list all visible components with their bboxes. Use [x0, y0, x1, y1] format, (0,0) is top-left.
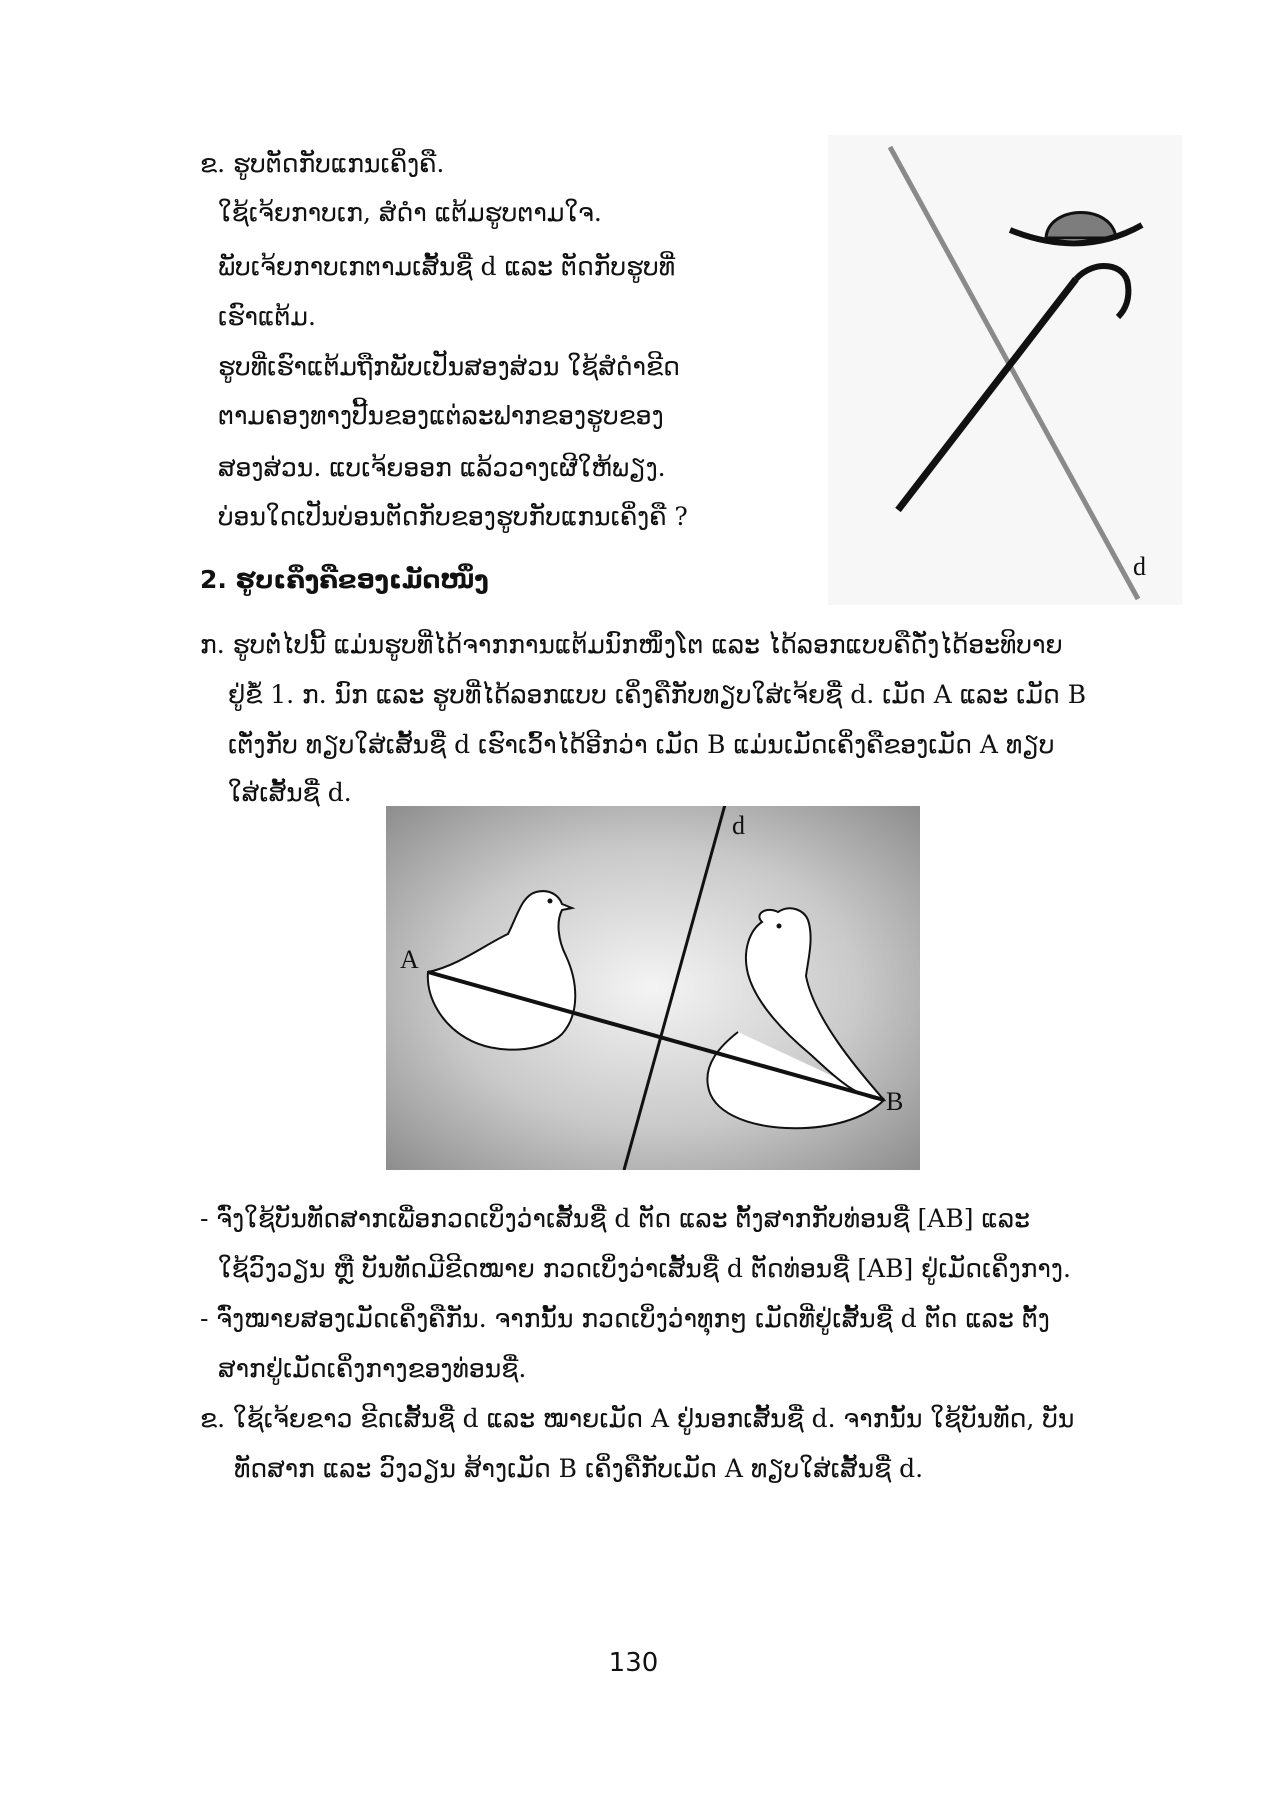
paragraph-line: ຢູ່ຂໍ້ 1. ກ. ນົກ ແລະ ຮູບທີ່ໄດ້ລອກແບບ ເຄິ່ງຄືກັບທຽບໃສ່ເຈ້ຍຊື່ d. ເມັດ A ແລະ ເມັດ B [228, 680, 1087, 709]
hat-cane-illustration [828, 135, 1182, 605]
paragraph-line: ກ. ຮູບຕໍ່ໄປນີ້ ແມ່ນຮູບທີ່ໄດ້ຈາກການແຕ້ມນົກໜຶ່ງໂຕ ແລະ ໄດ້ລອກແບບຄືດັ່ງໄດ້ອະທິບາຍ [200, 630, 1063, 659]
activity-line: ໃຊ້ເຈ້ຍກາບເກ, ສໍດໍາ ແຕ້ມຮູບຕາມໃຈ. [218, 198, 602, 227]
birds-illustration [386, 806, 920, 1170]
instruction-line: ຂ. ໃຊ້ເຈ້ຍຂາວ ຂີດເສັ້ນຊື່ d ແລະ ໝາຍເມັດ A ຢູ່ນອກເສັ້ນຊື່ d. ຈາກນັ້ນ ໃຊ້ບັນທັດ, ບັນ [200, 1404, 1075, 1433]
activity-line: ຮູບທີ່ເຮົາແຕ້ມຖືກພັບເປັນສອງສ່ວນ ໃຊ້ສໍດໍາຂີດ [218, 352, 680, 381]
axis-label-d: d [732, 811, 745, 840]
instruction-line: ໃຊ້ວົງວຽນ ຫຼື ບັນທັດມີຂີດໝາຍ ກວດເບິ່ງວ່າເສັ້ນຊື່ d ຕັດທ່ອນຊື່ [AB] ຢູ່ເມັດເຄິ່ງກາງ. [218, 1254, 1071, 1283]
point-b-label: B [886, 1087, 904, 1116]
activity-heading: ຂ. ຮູບຕັດກັບແກນເຄິ່ງຄື. [200, 149, 445, 178]
instruction-line: ສາກຢູ່ເມັດເຄິ່ງກາງຂອງທ່ອນຊື່. [218, 1354, 527, 1383]
point-a-label: A [400, 945, 419, 974]
paragraph-line: ເຕັ່ງກັບ ທຽບໃສ່ເສັ້ນຊື່ d ເຮົາເວົ້າໄດ້ອີກວ່າ ເມັດ B ແມ່ນເມັດເຄິ່ງຄືຂອງເມັດ A ທຽບ [228, 730, 1055, 759]
activity-line: ເຮົາແຕ້ມ. [218, 302, 316, 331]
figure-hat-cane [828, 135, 1182, 605]
page-number: 130 [608, 1648, 659, 1678]
instruction-line: - ຈົ່ງໃຊ້ບັນທັດສາກເພື່ອກວດເບິ່ງວ່າເສັ້ນຊື່ d ຕັດ ແລະ ຕັ້ງສາກກັບທ່ອນຊື່ [AB] ແລະ [200, 1204, 1030, 1233]
section-title: 2. ຮູບເຄິ່ງຄືຂອງເມັດໜຶ່ງ [200, 565, 489, 594]
figure-birds [386, 806, 920, 1170]
instruction-line: - ຈົ່ງໝາຍສອງເມັດເຄິ່ງຄືກັນ. ຈາກນັ້ນ ກວດເບິ່ງວ່າທຸກໆ ເມັດທີ່ຢູ່ເສັ້ນຊື່ d ຕັດ ແລະ ຕັ້ງ [200, 1304, 1050, 1333]
activity-line: ພັບເຈ້ຍກາບເກຕາມເສັ້ນຊື່ d ແລະ ຕັດກັບຮູບທີ່ [218, 252, 676, 281]
activity-line: ບ່ອນໃດເປັນບ່ອນຕັດກັບຂອງຮູບກັບແກນເຄິ່ງຄື ? [218, 502, 688, 531]
axis-label-d: d [1133, 552, 1146, 581]
instruction-line: ທັດສາກ ແລະ ວົງວຽນ ສ້າງເມັດ B ເຄິ່ງຄືກັບເມັດ A ທຽບໃສ່ເສັ້ນຊື່ d. [234, 1454, 924, 1483]
activity-line: ສອງສ່ວນ. ແບເຈ້ຍອອກ ແລ້ວວາງເຜີໃຫ້ພຽງ. [218, 453, 666, 482]
paragraph-line: ໃສ່ເສັ້ນຊື່ d. [228, 778, 352, 807]
activity-line: ຕາມຄອງທາງປີ້ນຂອງແຕ່ລະຟາກຂອງຮູບຂອງ [218, 401, 664, 430]
